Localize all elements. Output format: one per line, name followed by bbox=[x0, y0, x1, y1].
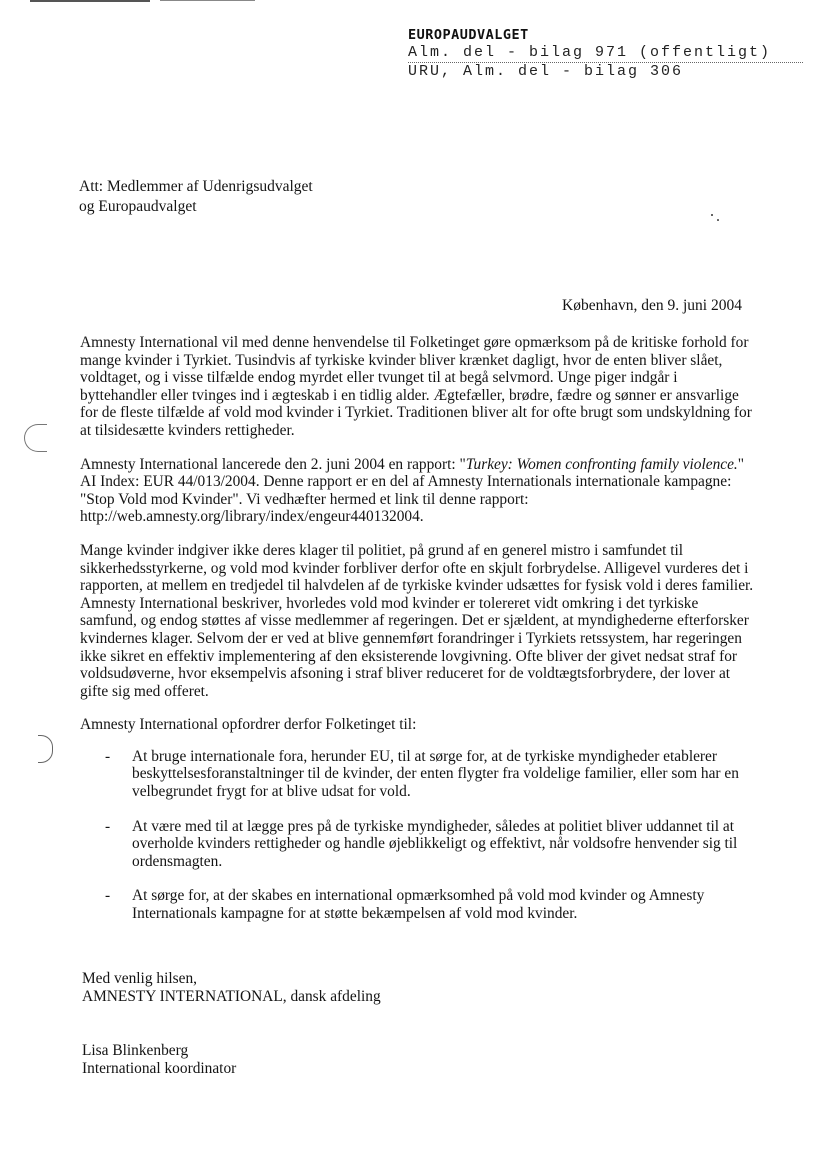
recipient-line-2: og Europaudvalget bbox=[79, 198, 197, 215]
signature-block bbox=[82, 1042, 236, 1077]
list-item bbox=[80, 748, 756, 801]
committee-name: EUROPAUDVALGET bbox=[408, 27, 529, 43]
bullet-dash: - bbox=[105, 887, 111, 905]
list-item-text: At bruge internationale fora, herunder EU, til at sørge for, at de tyrkiske myndigheder etablerer beskyttelsesforanstaltninger til de kvinder, der enten flygter fra voldelige familier, eller som har en velbegrundet frygt for at blive udsat for vold. bbox=[132, 747, 739, 801]
recipient-line-1: Att: Medlemmer af Udenrigsudvalget bbox=[79, 178, 313, 195]
closing-block bbox=[82, 970, 381, 1005]
report-intro-text: Amnesty International lancerede den 2. juni 2004 en rapport: " bbox=[80, 455, 466, 473]
scan-edge-mark bbox=[30, 0, 150, 2]
report-details-text: " AI Index: EUR 44/013/2004. Denne rapport er en del af Amnesty Internationals internationale kampagne: "Stop Vold mod Kvinder". Vi vedhæfter hermed et link til denne rapport: http://web.amnesty.org/library/index/engeur440132004. bbox=[80, 455, 745, 526]
reference-line-1: Alm. del - bilag 971 (offentligt) bbox=[408, 44, 803, 63]
list-item bbox=[80, 818, 756, 871]
scan-speck-secondary bbox=[717, 219, 719, 221]
punch-hole-mark bbox=[24, 424, 47, 452]
signatory-title: International koordinator bbox=[82, 1059, 237, 1077]
recipient-block bbox=[79, 177, 313, 217]
paragraph-report bbox=[80, 456, 756, 526]
scan-speck bbox=[711, 214, 713, 216]
report-title: Turkey: Women confronting family violence. bbox=[465, 455, 738, 473]
paragraph-call-to-action: Amnesty International opfordrer derfor Folketinget til: bbox=[80, 716, 417, 734]
punch-hole-mark-lower bbox=[38, 735, 53, 763]
request-list bbox=[80, 748, 756, 923]
bullet-dash: - bbox=[105, 817, 111, 835]
place-and-date: København, den 9. juni 2004 bbox=[562, 297, 742, 314]
closing-organisation: AMNESTY INTERNATIONAL, dansk afdeling bbox=[82, 987, 381, 1005]
reference-line-2: URU, Alm. del - bilag 306 bbox=[408, 63, 684, 80]
list-item bbox=[80, 887, 756, 922]
paragraph-situation: Mange kvinder indgiver ikke deres klager til politiet, på grund af en generel mistro i samfundet til sikkerhedsstyrkerne, og vold mod kvinder forbliver derfor ofte en skjult forbrydelse. Alligevel vurderes det i rapporten, at mellem en tredjedel til halvdelen af de tyrkiske kvinder udsættes for fysisk vold i deres familier. Amnesty International beskriver, hvorledes vold mod kvinder er tolereret vidt omkring i det tyrkiske samfund, og endog støttes af visse medlemmer af regeringen. Det er sjældent, at myndighederne efterforsker kvindernes klager. Selvom der er ved at blive gennemført forandringer i Tyrkiets retssystem, har regeringen ikke sikret en effektiv implementering af den eksisterende lovgivning. Ofte bliver der givet nedsat straf for voldsudøverne, hvor eksempelvis afsoning i straf bliver reduceret for de voldtægtsforbrydere, der lover at gifte sig med offeret. bbox=[80, 541, 754, 700]
list-item-text: At være med til at lægge pres på de tyrkiske myndigheder, således at politiet bliver uddannet til at overholde kvinders rettigheder og handle øjeblikkeligt og effektivt, når voldsofre henvender sig til ordensmagten. bbox=[132, 817, 738, 870]
bullet-dash: - bbox=[105, 747, 111, 765]
reference-stamp bbox=[408, 26, 808, 81]
signatory-name: Lisa Blinkenberg bbox=[82, 1042, 189, 1059]
letter-body bbox=[80, 334, 756, 940]
paragraph-intro: Amnesty International vil med denne henvendelse til Folketinget gøre opmærksom på de kritiske forhold for mange kvinder i Tyrkiet. Tusindvis af tyrkiske kvinder bliver krænket dagligt, hvor de enten bliver slået, voldtaget, og i visse tilfælde endog myrdet eller tvunget til at begå selvmord. Unge piger indgår i byttehandler eller tvinges ind i ægteskab i en tidlig alder. Ægtefæller, brødre, fædre og sønner er ansvarlige for de fleste tilfælde af vold mod kvinder i Tyrkiet. Traditionen bliver alt for ofte brugt som undskyldning for at tilsidesætte kvinders rettigheder. bbox=[80, 334, 752, 439]
closing-greeting: Med venlig hilsen, bbox=[82, 970, 197, 987]
list-item-text: At sørge for, at der skabes en international opmærksomhed på vold mod kvinder og Amnesty Internationals kampagne for at støtte bekæmpelsen af vold mod kvinder. bbox=[132, 887, 705, 923]
scan-edge-mark-secondary bbox=[160, 0, 255, 1]
